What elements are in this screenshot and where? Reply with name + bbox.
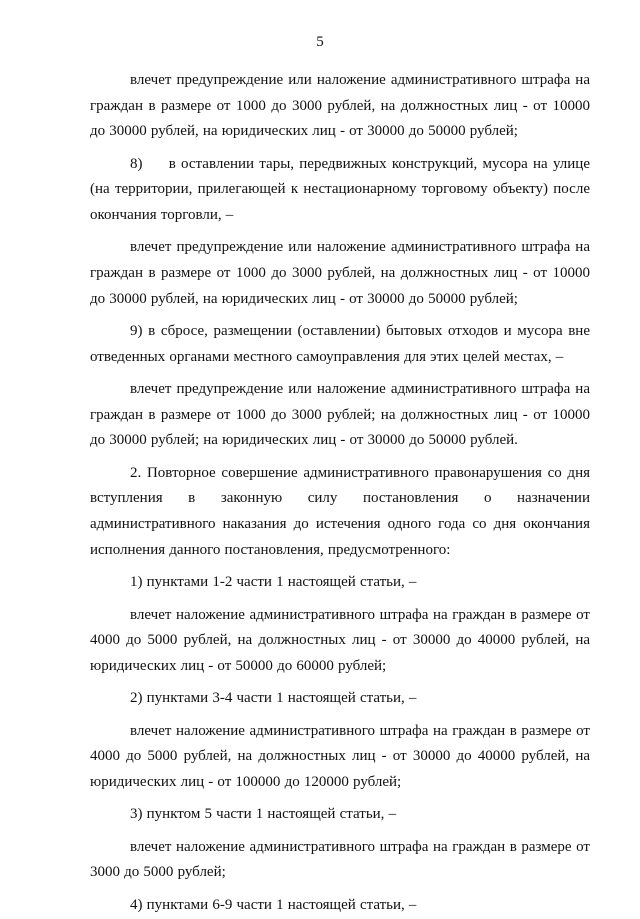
page-body: [90, 68, 590, 919]
paragraph-penalty-8-intro: влечет предупреждение или наложение административного штрафа на граждан в размере от 1000 до 3000 рублей, на должностных лиц - от 10000 до 30000 рублей, на юридических лиц - от 30000 до 50000 рублей;: [90, 72, 590, 140]
paragraph-repeat-item-3: 3) пунктом 5 части 1 настоящей статьи, –: [130, 806, 397, 823]
paragraph-item-9: 9) в сбросе, размещении (оставлении) бытовых отходов и мусора вне отведенных органами местного самоуправления для этих целей местах, –: [90, 323, 590, 365]
paragraph-repeat-item-4: 4) пунктами 6-9 части 1 настоящей статьи, –: [130, 896, 417, 913]
paragraph-section-2: 2. Повторное совершение административного правонарушения со дня вступления в законную силу постановления о назначении административного наказания до истечения одного года со дня окончания исполнения данного постановления, предусмотренного:: [90, 464, 590, 558]
paragraph-repeat-item-1: 1) пунктами 1-2 части 1 настоящей статьи, –: [130, 574, 417, 591]
paragraph-item-8: 8) в оставлении тары, передвижных конструкций, мусора на улице (на территории, прилегающей к нестационарному торговому объекту) после окончания торговли, –: [90, 155, 590, 223]
paragraph-repeat-penalty-1: влечет наложение административного штрафа на граждан в размере от 4000 до 5000 рублей, на должностных лиц - от 30000 до 40000 рублей, на юридических лиц - от 50000 до 60000 рублей;: [90, 606, 590, 674]
paragraph-penalty-8: влечет предупреждение или наложение административного штрафа на граждан в размере от 1000 до 3000 рублей, на должностных лиц - от 10000 до 30000 рублей, на юридических лиц - от 30000 до 50000 рублей;: [90, 239, 590, 307]
paragraph-repeat-penalty-3: влечет наложение административного штрафа на граждан в размере от 3000 до 5000 рублей;: [90, 838, 590, 881]
paragraph-repeat-penalty-2: влечет наложение административного штрафа на граждан в размере от 4000 до 5000 рублей, на должностных лиц - от 30000 до 40000 рублей, на юридических лиц - от 100000 до 120000 рублей;: [90, 722, 590, 790]
page-number: 5: [316, 34, 324, 50]
paragraph-penalty-9: влечет предупреждение или наложение административного штрафа на граждан в размере от 1000 до 3000 рублей; на должностных лиц - от 10000 до 30000 рублей; на юридических лиц - от 30000 до 50000 рублей.: [90, 381, 590, 449]
paragraph-repeat-item-2: 2) пунктами 3-4 части 1 настоящей статьи, –: [130, 690, 417, 707]
